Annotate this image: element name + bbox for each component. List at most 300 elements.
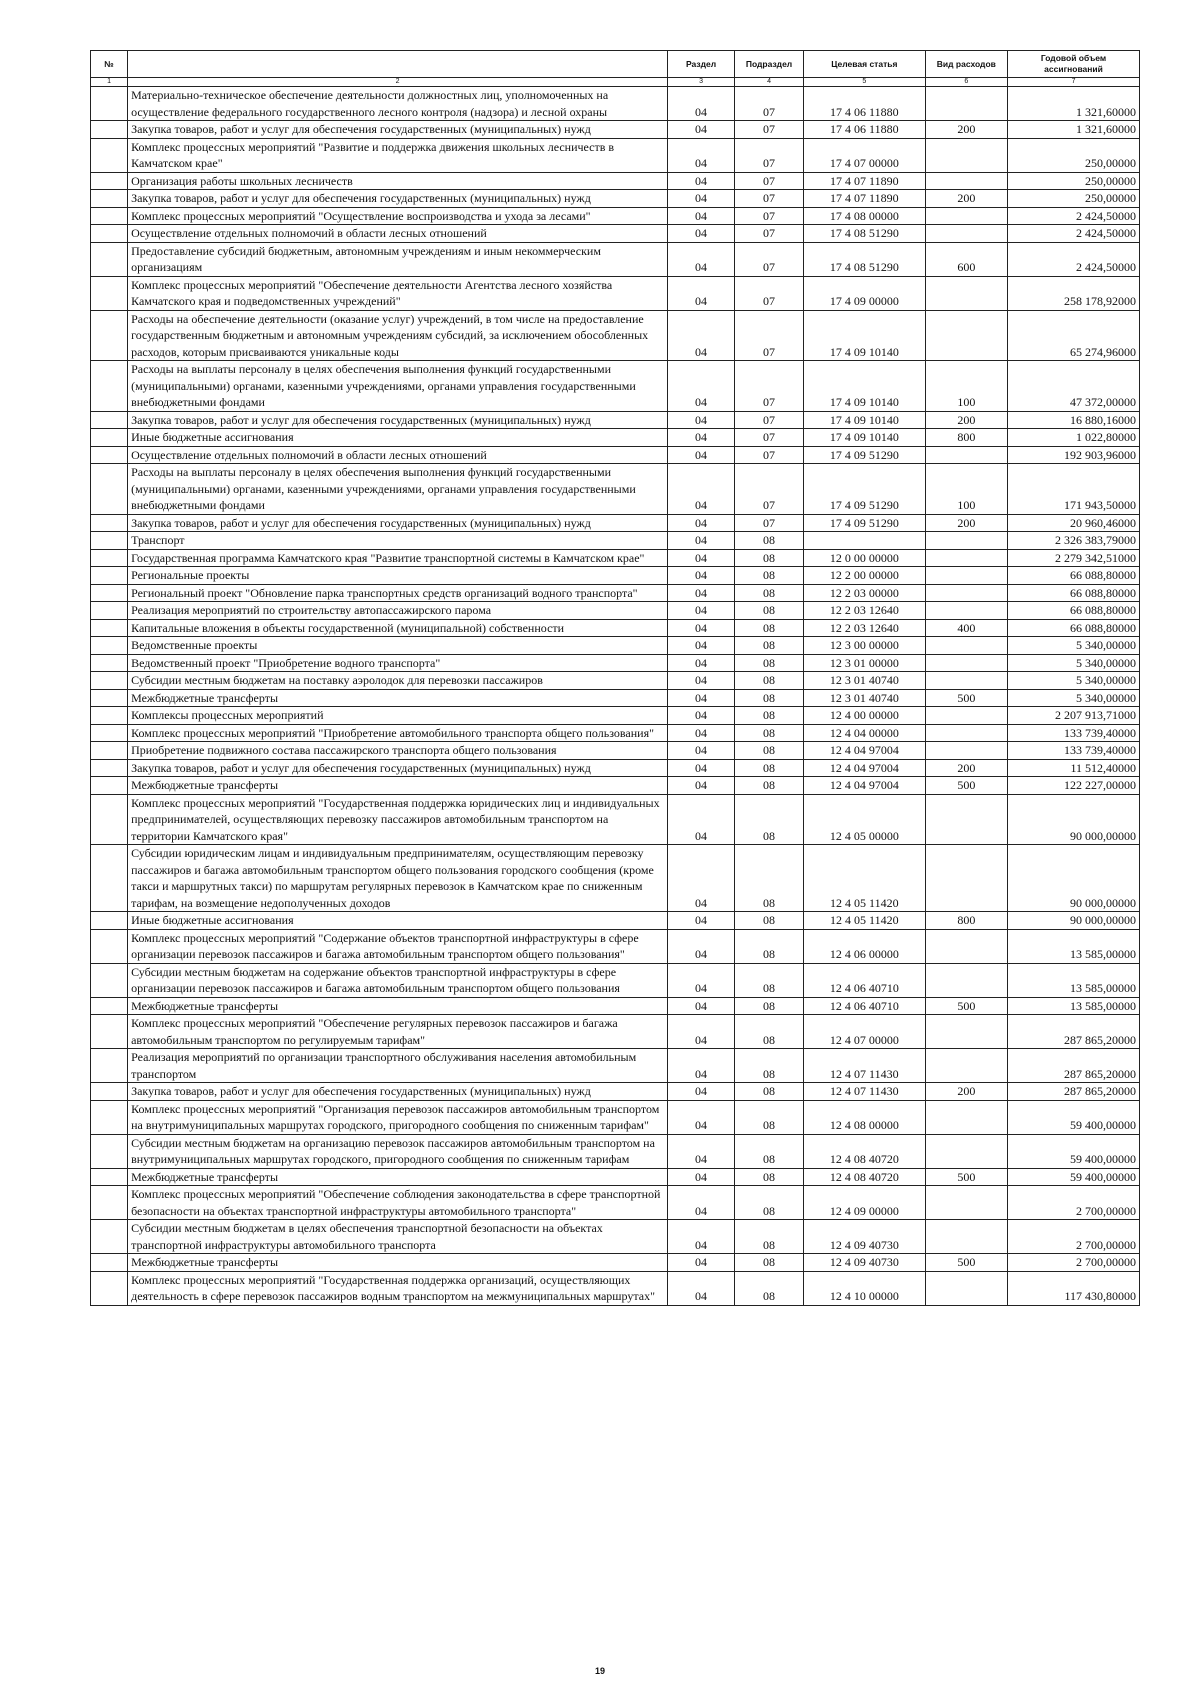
budget-sheet [90, 50, 1140, 1306]
table-row [91, 963, 1140, 997]
row-expense-type-cell [925, 1049, 1007, 1083]
table-row [91, 225, 1140, 243]
row-amount-cell: 66 088,80000 [1008, 602, 1140, 620]
row-number-cell [91, 742, 128, 760]
header-annual-volume: Годовой объем ассигнований [1008, 51, 1140, 78]
row-name-cell: Комплексы процессных мероприятий [128, 707, 668, 725]
row-name-cell: Комплекс процессных мероприятий "Содержание объектов транспортной инфраструктуры в сфере организации перевозок пассажиров и багажа автомобильным транспортом общего пользования" [128, 929, 668, 963]
row-number-cell [91, 672, 128, 690]
row-number-cell [91, 654, 128, 672]
table-row [91, 689, 1140, 707]
row-expense-type-cell [925, 672, 1007, 690]
row-amount-cell: 1 022,80000 [1008, 429, 1140, 447]
row-number-cell [91, 759, 128, 777]
row-name-cell: Государственная программа Камчатского края "Развитие транспортной системы в Камчатском крае" [128, 549, 668, 567]
row-podrazdel-cell: 08 [735, 724, 804, 742]
row-target-article-cell: 12 2 03 12640 [804, 602, 926, 620]
row-target-article-cell: 12 2 03 00000 [804, 584, 926, 602]
row-number-cell [91, 912, 128, 930]
row-expense-type-cell [925, 310, 1007, 361]
row-target-article-cell: 12 4 05 00000 [804, 794, 926, 845]
row-number-cell [91, 532, 128, 550]
table-row [91, 310, 1140, 361]
row-number-cell [91, 724, 128, 742]
row-target-article-cell: 12 2 03 12640 [804, 619, 926, 637]
row-name-cell: Закупка товаров, работ и услуг для обеспечения государственных (муниципальных) нужд [128, 514, 668, 532]
row-expense-type-cell: 500 [925, 689, 1007, 707]
row-target-article-cell: 17 4 09 10140 [804, 411, 926, 429]
row-amount-cell: 59 400,00000 [1008, 1134, 1140, 1168]
table-row [91, 1015, 1140, 1049]
table-body [91, 87, 1140, 1306]
row-expense-type-cell: 500 [925, 1168, 1007, 1186]
row-podrazdel-cell: 08 [735, 963, 804, 997]
row-expense-type-cell [925, 724, 1007, 742]
row-razdel-cell: 04 [668, 276, 735, 310]
row-amount-cell: 11 512,40000 [1008, 759, 1140, 777]
row-name-cell: Комплекс процессных мероприятий "Обеспечение регулярных перевозок пассажиров и багажа автомобильным транспортом по регулируемым тарифам" [128, 1015, 668, 1049]
row-target-article-cell: 12 4 06 40710 [804, 997, 926, 1015]
row-number-cell [91, 276, 128, 310]
table-row [91, 584, 1140, 602]
row-expense-type-cell [925, 707, 1007, 725]
row-target-article-cell: 17 4 07 00000 [804, 138, 926, 172]
table-row [91, 446, 1140, 464]
row-razdel-cell: 04 [668, 411, 735, 429]
row-name-cell: Региональные проекты [128, 567, 668, 585]
table-row [91, 724, 1140, 742]
table-row [91, 549, 1140, 567]
row-podrazdel-cell: 08 [735, 549, 804, 567]
row-name-cell: Закупка товаров, работ и услуг для обеспечения государственных (муниципальных) нужд [128, 1083, 668, 1101]
row-expense-type-cell [925, 567, 1007, 585]
row-podrazdel-cell: 08 [735, 1220, 804, 1254]
row-name-cell: Субсидии юридическим лицам и индивидуальным предпринимателям, осуществляющим перевозку пассажиров и багажа автомобильным транспортом общего пользования городского сообщения (кроме такси и маршрутных такси) по маршрутам регулярных перевозок в Камчатском крае по сниженным тарифам, на возмещение недополученных доходов [128, 845, 668, 912]
row-number-cell [91, 1254, 128, 1272]
table-row [91, 567, 1140, 585]
row-razdel-cell: 04 [668, 1186, 735, 1220]
table-row [91, 1186, 1140, 1220]
row-target-article-cell: 12 4 00 00000 [804, 707, 926, 725]
col-number-4: 4 [735, 78, 804, 87]
row-expense-type-cell [925, 207, 1007, 225]
row-target-article-cell: 17 4 07 11890 [804, 190, 926, 208]
row-razdel-cell: 04 [668, 637, 735, 655]
row-target-article-cell: 17 4 06 11880 [804, 87, 926, 121]
row-name-cell: Межбюджетные трансферты [128, 1168, 668, 1186]
row-podrazdel-cell: 08 [735, 1168, 804, 1186]
row-podrazdel-cell: 07 [735, 190, 804, 208]
row-name-cell: Расходы на выплаты персоналу в целях обеспечения выполнения функций государственными (муниципальными) органами, казенными учреждениями, органами управления государственными внебюджетными фондами [128, 464, 668, 515]
row-number-cell [91, 87, 128, 121]
row-razdel-cell: 04 [668, 1100, 735, 1134]
row-expense-type-cell [925, 446, 1007, 464]
row-amount-cell: 258 178,92000 [1008, 276, 1140, 310]
row-target-article-cell: 17 4 09 10140 [804, 429, 926, 447]
col-number-2: 2 [128, 78, 668, 87]
row-target-article-cell: 17 4 09 10140 [804, 310, 926, 361]
row-razdel-cell: 04 [668, 707, 735, 725]
row-razdel-cell: 04 [668, 361, 735, 412]
row-number-cell [91, 138, 128, 172]
row-target-article-cell: 17 4 06 11880 [804, 121, 926, 139]
row-razdel-cell: 04 [668, 310, 735, 361]
row-razdel-cell: 04 [668, 138, 735, 172]
row-amount-cell: 59 400,00000 [1008, 1100, 1140, 1134]
col-number-3: 3 [668, 78, 735, 87]
row-target-article-cell: 12 3 01 40740 [804, 689, 926, 707]
row-amount-cell: 90 000,00000 [1008, 794, 1140, 845]
header-podrazdel: Подраздел [735, 51, 804, 78]
row-podrazdel-cell: 07 [735, 242, 804, 276]
row-podrazdel-cell: 08 [735, 1015, 804, 1049]
row-razdel-cell: 04 [668, 514, 735, 532]
header-num: № [91, 51, 128, 78]
row-name-cell: Комплекс процессных мероприятий "Приобретение автомобильного транспорта общего пользования" [128, 724, 668, 742]
table-row [91, 121, 1140, 139]
table-row [91, 242, 1140, 276]
row-amount-cell: 5 340,00000 [1008, 654, 1140, 672]
row-razdel-cell: 04 [668, 602, 735, 620]
row-razdel-cell: 04 [668, 1220, 735, 1254]
table-row [91, 1168, 1140, 1186]
table-row [91, 361, 1140, 412]
row-podrazdel-cell: 08 [735, 1134, 804, 1168]
row-podrazdel-cell: 08 [735, 532, 804, 550]
row-target-article-cell: 12 3 00 00000 [804, 637, 926, 655]
table-row [91, 1254, 1140, 1272]
row-target-article-cell: 17 4 08 51290 [804, 242, 926, 276]
row-name-cell: Комплекс процессных мероприятий "Обеспечение соблюдения законодательства в сфере транспортной безопасности на объектах транспортной инфраструктуры автомобильного транспорта" [128, 1186, 668, 1220]
row-target-article-cell: 17 4 08 51290 [804, 225, 926, 243]
header-razdel: Раздел [668, 51, 735, 78]
row-razdel-cell: 04 [668, 1271, 735, 1305]
row-expense-type-cell: 500 [925, 997, 1007, 1015]
table-row [91, 619, 1140, 637]
row-name-cell: Ведомственные проекты [128, 637, 668, 655]
row-name-cell: Комплекс процессных мероприятий "Обеспечение деятельности Агентства лесного хозяйства Камчатского края и подведомственных учреждений" [128, 276, 668, 310]
row-podrazdel-cell: 08 [735, 929, 804, 963]
row-razdel-cell: 04 [668, 584, 735, 602]
row-expense-type-cell: 600 [925, 242, 1007, 276]
row-razdel-cell: 04 [668, 1083, 735, 1101]
page-number: 19 [594, 1666, 605, 1676]
row-amount-cell: 13 585,00000 [1008, 997, 1140, 1015]
table-row [91, 707, 1140, 725]
row-razdel-cell: 04 [668, 1168, 735, 1186]
row-amount-cell: 2 326 383,79000 [1008, 532, 1140, 550]
table-row [91, 138, 1140, 172]
budget-table [90, 50, 1140, 1306]
row-amount-cell: 287 865,20000 [1008, 1049, 1140, 1083]
row-expense-type-cell [925, 742, 1007, 760]
row-podrazdel-cell: 08 [735, 1083, 804, 1101]
row-expense-type-cell [925, 654, 1007, 672]
row-number-cell [91, 794, 128, 845]
table-row [91, 1100, 1140, 1134]
row-podrazdel-cell: 08 [735, 707, 804, 725]
row-name-cell: Межбюджетные трансферты [128, 997, 668, 1015]
table-row [91, 532, 1140, 550]
row-expense-type-cell [925, 549, 1007, 567]
row-name-cell: Субсидии местным бюджетам в целях обеспечения транспортной безопасности на объектах транспортной инфраструктуры автомобильного транспорта [128, 1220, 668, 1254]
row-name-cell: Закупка товаров, работ и услуг для обеспечения государственных (муниципальных) нужд [128, 411, 668, 429]
row-name-cell: Субсидии местным бюджетам на поставку аэролодок для перевозки пассажиров [128, 672, 668, 690]
table-row [91, 637, 1140, 655]
row-target-article-cell: 12 4 08 40720 [804, 1168, 926, 1186]
row-target-article-cell: 12 3 01 40740 [804, 672, 926, 690]
row-razdel-cell: 04 [668, 672, 735, 690]
row-number-cell [91, 637, 128, 655]
row-amount-cell: 2 207 913,71000 [1008, 707, 1140, 725]
row-number-cell [91, 310, 128, 361]
row-target-article-cell: 12 4 10 00000 [804, 1271, 926, 1305]
row-name-cell: Приобретение подвижного состава пассажирского транспорта общего пользования [128, 742, 668, 760]
row-target-article-cell: 12 4 07 11430 [804, 1049, 926, 1083]
row-podrazdel-cell: 08 [735, 602, 804, 620]
row-expense-type-cell: 200 [925, 514, 1007, 532]
row-number-cell [91, 963, 128, 997]
col-number-5: 5 [804, 78, 926, 87]
row-amount-cell: 117 430,80000 [1008, 1271, 1140, 1305]
row-podrazdel-cell: 07 [735, 121, 804, 139]
row-razdel-cell: 04 [668, 207, 735, 225]
row-name-cell: Осуществление отдельных полномочий в области лесных отношений [128, 225, 668, 243]
row-expense-type-cell: 800 [925, 429, 1007, 447]
row-target-article-cell: 12 4 09 40730 [804, 1220, 926, 1254]
row-amount-cell: 66 088,80000 [1008, 584, 1140, 602]
row-amount-cell: 122 227,00000 [1008, 777, 1140, 795]
row-number-cell [91, 361, 128, 412]
row-razdel-cell: 04 [668, 172, 735, 190]
table-row [91, 777, 1140, 795]
row-razdel-cell: 04 [668, 1254, 735, 1272]
row-number-cell [91, 707, 128, 725]
row-number-cell [91, 1271, 128, 1305]
row-podrazdel-cell: 08 [735, 1254, 804, 1272]
row-amount-cell: 59 400,00000 [1008, 1168, 1140, 1186]
row-number-cell [91, 446, 128, 464]
row-expense-type-cell [925, 845, 1007, 912]
row-name-cell: Закупка товаров, работ и услуг для обеспечения государственных (муниципальных) нужд [128, 121, 668, 139]
row-podrazdel-cell: 08 [735, 654, 804, 672]
table-row [91, 276, 1140, 310]
row-podrazdel-cell: 08 [735, 777, 804, 795]
row-razdel-cell: 04 [668, 549, 735, 567]
table-row [91, 672, 1140, 690]
row-podrazdel-cell: 08 [735, 1186, 804, 1220]
table-row [91, 429, 1140, 447]
row-razdel-cell: 04 [668, 963, 735, 997]
row-expense-type-cell [925, 929, 1007, 963]
row-amount-cell: 250,00000 [1008, 172, 1140, 190]
row-name-cell: Закупка товаров, работ и услуг для обеспечения государственных (муниципальных) нужд [128, 759, 668, 777]
row-name-cell: Субсидии местным бюджетам на организацию перевозок пассажиров автомобильным транспортом на внутримуниципальных маршрутах городского, пригородного сообщения по сниженным тарифам [128, 1134, 668, 1168]
header-expense-type: Вид расходов [925, 51, 1007, 78]
row-expense-type-cell [925, 276, 1007, 310]
row-number-cell [91, 602, 128, 620]
row-podrazdel-cell: 08 [735, 672, 804, 690]
table-row [91, 464, 1140, 515]
row-amount-cell: 192 903,96000 [1008, 446, 1140, 464]
row-number-cell [91, 584, 128, 602]
table-row [91, 172, 1140, 190]
row-name-cell: Закупка товаров, работ и услуг для обеспечения государственных (муниципальных) нужд [128, 190, 668, 208]
row-target-article-cell: 12 4 06 40710 [804, 963, 926, 997]
row-amount-cell: 2 279 342,51000 [1008, 549, 1140, 567]
row-amount-cell: 2 700,00000 [1008, 1220, 1140, 1254]
table-row [91, 742, 1140, 760]
row-name-cell: Комплекс процессных мероприятий "Организация перевозок пассажиров автомобильным транспортом на внутримуниципальных маршрутах городского, пригородного сообщения по сниженным тарифам" [128, 1100, 668, 1134]
row-number-cell [91, 1100, 128, 1134]
row-target-article-cell: 17 4 09 51290 [804, 464, 926, 515]
row-podrazdel-cell: 08 [735, 1271, 804, 1305]
row-amount-cell: 2 700,00000 [1008, 1254, 1140, 1272]
row-razdel-cell: 04 [668, 759, 735, 777]
row-podrazdel-cell: 07 [735, 411, 804, 429]
row-expense-type-cell [925, 637, 1007, 655]
row-number-cell [91, 689, 128, 707]
row-target-article-cell [804, 532, 926, 550]
row-expense-type-cell [925, 602, 1007, 620]
row-expense-type-cell [925, 87, 1007, 121]
row-amount-cell: 250,00000 [1008, 138, 1140, 172]
row-number-cell [91, 619, 128, 637]
row-podrazdel-cell: 07 [735, 464, 804, 515]
row-expense-type-cell [925, 532, 1007, 550]
row-razdel-cell: 04 [668, 532, 735, 550]
row-number-cell [91, 429, 128, 447]
row-amount-cell: 13 585,00000 [1008, 963, 1140, 997]
row-name-cell: Расходы на обеспечение деятельности (оказание услуг) учреждений, в том числе на предоставление государственным бюджетным и автономным учреждениям субсидий, за исключением обособленных расходов, которым присваиваются уникальные коды [128, 310, 668, 361]
table-row [91, 929, 1140, 963]
row-target-article-cell: 12 4 05 11420 [804, 845, 926, 912]
row-amount-cell: 2 424,50000 [1008, 225, 1140, 243]
row-target-article-cell: 12 4 04 97004 [804, 742, 926, 760]
row-target-article-cell: 12 4 06 00000 [804, 929, 926, 963]
row-target-article-cell: 12 4 04 97004 [804, 777, 926, 795]
row-target-article-cell: 12 4 09 40730 [804, 1254, 926, 1272]
table-row [91, 1083, 1140, 1101]
row-name-cell: Межбюджетные трансферты [128, 1254, 668, 1272]
row-number-cell [91, 172, 128, 190]
row-expense-type-cell: 800 [925, 912, 1007, 930]
row-amount-cell: 66 088,80000 [1008, 619, 1140, 637]
row-razdel-cell: 04 [668, 1134, 735, 1168]
row-amount-cell: 287 865,20000 [1008, 1083, 1140, 1101]
row-name-cell: Транспорт [128, 532, 668, 550]
row-expense-type-cell: 100 [925, 361, 1007, 412]
table-row [91, 997, 1140, 1015]
row-podrazdel-cell: 08 [735, 567, 804, 585]
row-expense-type-cell: 200 [925, 411, 1007, 429]
row-target-article-cell: 12 4 04 00000 [804, 724, 926, 742]
row-expense-type-cell [925, 1134, 1007, 1168]
row-number-cell [91, 1186, 128, 1220]
row-target-article-cell: 12 0 00 00000 [804, 549, 926, 567]
row-expense-type-cell: 200 [925, 759, 1007, 777]
header-name [128, 51, 668, 78]
row-target-article-cell: 17 4 07 11890 [804, 172, 926, 190]
row-podrazdel-cell: 07 [735, 138, 804, 172]
table-row [91, 654, 1140, 672]
row-razdel-cell: 04 [668, 225, 735, 243]
row-podrazdel-cell: 07 [735, 361, 804, 412]
row-name-cell: Организация работы школьных лесничеств [128, 172, 668, 190]
row-number-cell [91, 225, 128, 243]
row-amount-cell: 171 943,50000 [1008, 464, 1140, 515]
row-amount-cell: 13 585,00000 [1008, 929, 1140, 963]
row-target-article-cell: 12 2 00 00000 [804, 567, 926, 585]
row-target-article-cell: 17 4 09 10140 [804, 361, 926, 412]
row-name-cell: Осуществление отдельных полномочий в области лесных отношений [128, 446, 668, 464]
table-row [91, 411, 1140, 429]
row-podrazdel-cell: 08 [735, 619, 804, 637]
row-number-cell [91, 514, 128, 532]
row-number-cell [91, 777, 128, 795]
row-number-cell [91, 121, 128, 139]
row-target-article-cell: 12 4 05 11420 [804, 912, 926, 930]
row-amount-cell: 16 880,16000 [1008, 411, 1140, 429]
row-amount-cell: 5 340,00000 [1008, 637, 1140, 655]
row-razdel-cell: 04 [668, 429, 735, 447]
row-name-cell: Иные бюджетные ассигнования [128, 429, 668, 447]
row-razdel-cell: 04 [668, 742, 735, 760]
row-podrazdel-cell: 07 [735, 276, 804, 310]
row-amount-cell: 5 340,00000 [1008, 672, 1140, 690]
row-podrazdel-cell: 07 [735, 514, 804, 532]
table-row [91, 1271, 1140, 1305]
row-name-cell: Субсидии местным бюджетам на содержание объектов транспортной инфраструктуры в сфере организации перевозок пассажиров и багажа автомобильным транспортом общего пользования [128, 963, 668, 997]
table-row [91, 1220, 1140, 1254]
row-podrazdel-cell: 08 [735, 845, 804, 912]
table-row [91, 794, 1140, 845]
row-amount-cell: 2 700,00000 [1008, 1186, 1140, 1220]
row-target-article-cell: 17 4 09 00000 [804, 276, 926, 310]
row-amount-cell: 65 274,96000 [1008, 310, 1140, 361]
row-expense-type-cell [925, 1100, 1007, 1134]
row-amount-cell: 47 372,00000 [1008, 361, 1140, 412]
table-row [91, 1134, 1140, 1168]
row-number-cell [91, 464, 128, 515]
table-row [91, 1049, 1140, 1083]
row-target-article-cell: 17 4 08 00000 [804, 207, 926, 225]
row-number-cell [91, 997, 128, 1015]
row-expense-type-cell: 200 [925, 190, 1007, 208]
row-target-article-cell: 12 4 08 40720 [804, 1134, 926, 1168]
row-number-cell [91, 1220, 128, 1254]
row-podrazdel-cell: 08 [735, 584, 804, 602]
row-amount-cell: 287 865,20000 [1008, 1015, 1140, 1049]
row-razdel-cell: 04 [668, 929, 735, 963]
row-name-cell: Капитальные вложения в объекты государственной (муниципальной) собственности [128, 619, 668, 637]
row-name-cell: Региональный проект "Обновление парка транспортных средств организаций водного транспорта" [128, 584, 668, 602]
row-number-cell [91, 411, 128, 429]
col-number-1: 1 [91, 78, 128, 87]
table-row [91, 514, 1140, 532]
row-expense-type-cell [925, 225, 1007, 243]
row-amount-cell: 20 960,46000 [1008, 514, 1140, 532]
row-target-article-cell: 17 4 09 51290 [804, 446, 926, 464]
row-podrazdel-cell: 08 [735, 1049, 804, 1083]
row-number-cell [91, 1049, 128, 1083]
row-number-cell [91, 242, 128, 276]
row-expense-type-cell: 500 [925, 1254, 1007, 1272]
row-amount-cell: 250,00000 [1008, 190, 1140, 208]
row-name-cell: Комплекс процессных мероприятий "Государственная поддержка юридических лиц и индивидуальных предпринимателей, осуществляющих перевозку пассажиров автомобильным транспортом на территории Камчатского края" [128, 794, 668, 845]
row-expense-type-cell: 100 [925, 464, 1007, 515]
table-row [91, 207, 1140, 225]
